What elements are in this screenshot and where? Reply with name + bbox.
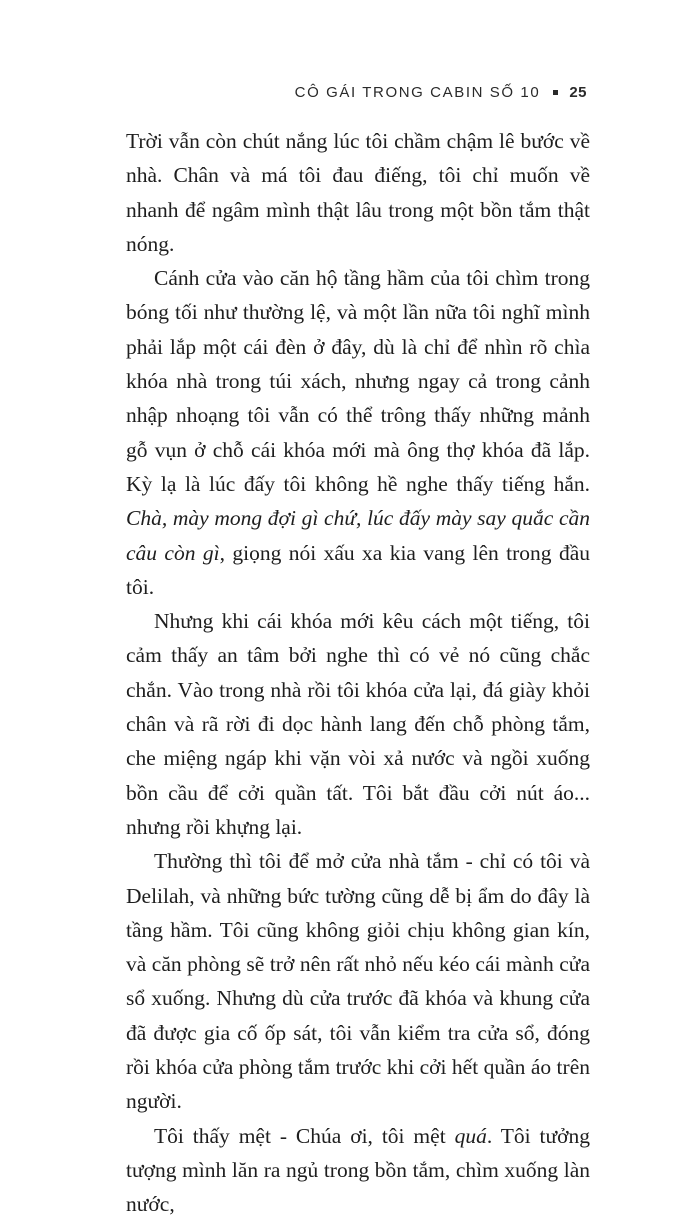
italic-text: quá <box>454 1123 487 1148</box>
page-number: 25 <box>569 84 587 101</box>
body-text <box>126 124 590 1222</box>
paragraph: Tôi thấy mệt - Chúa ơi, tôi mệt quá. Tôi tưởng tượng mình lăn ra ngủ trong bồn tắm, chìm xuống làn nước, <box>126 1123 591 1217</box>
chapter-title: CÔ GÁI TRONG CABIN SỐ 10 <box>294 84 541 101</box>
paragraph: Nhưng khi cái khóa mới kêu cách một tiếng, tôi cảm thấy an tâm bởi nghe thì có vẻ nó cũng chắc chắn. Vào trong nhà rồi tôi khóa cửa lại, đá giày khỏi chân và rã rời đi dọc hành lang đến chỗ phòng tắm, che miệng ngáp khi vặn vòi xả nước và ngồi xuống bồn cầu để cởi quần tất. Tôi bắt đầu cởi nút áo... nhưng rồi khựng lại. <box>126 609 590 839</box>
paragraph: Cánh cửa vào căn hộ tầng hầm của tôi chìm trong bóng tối như thường lệ, và một lần nữa tôi nghĩ mình phải lắp một cái đèn ở đây, dù là chỉ để nhìn rõ chìa khóa nhà trong túi xách, nhưng ngay cả trong cảnh nhập nhoạng tôi vẫn có thể trông thấy những mảnh gỗ vụn ở chỗ cái khóa mới mà ông thợ khóa đã lắp. Kỳ lạ là lúc đấy tôi không hề nghe thấy tiếng hắn. Chà, mày mong đợi gì chứ, lúc đấy mày say quắc cần câu còn gì, giọng nói xấu xa kia vang lên trong đầu tôi. <box>126 266 590 599</box>
running-header <box>295 84 587 101</box>
italic-text: Chà, mày mong đợi gì chứ, lúc đấy mày say quắc cần câu còn gì <box>126 506 590 565</box>
separator-bullet <box>553 90 558 95</box>
paragraph: Thường thì tôi để mở cửa nhà tắm - chỉ có tôi và Delilah, và những bức tường cũng dễ bị ẩm do đây là tầng hầm. Tôi cũng không giỏi chịu không gian kín, và căn phòng sẽ trở nên rất nhỏ nếu kéo cái mành cửa sổ xuống. Nhưng dù cửa trước đã khóa và khung cửa đã được gia cố ốp sát, tôi vẫn kiểm tra cửa sổ, đóng rồi khóa cửa phòng tắm trước khi cởi hết quần áo trên người. <box>126 849 590 1114</box>
paragraph: Trời vẫn còn chút nắng lúc tôi chầm chậm lê bước về nhà. Chân và má tôi đau điếng, tôi chỉ muốn về nhanh để ngâm mình thật lâu trong một bồn tắm thật nóng. <box>126 129 590 256</box>
